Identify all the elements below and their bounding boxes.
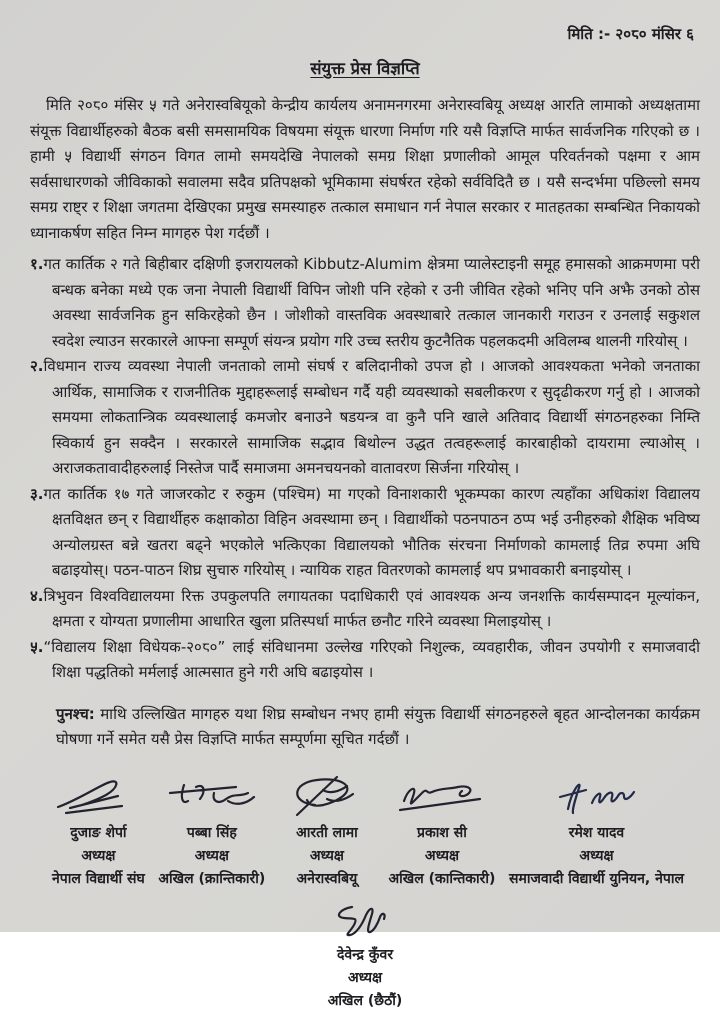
page-title: संयुक्त प्रेस विज्ञप्ति — [310, 59, 420, 78]
signature-dujang-sherpa — [52, 775, 144, 821]
demand-number: १. — [30, 255, 44, 273]
signatory-name: देवेन्द्र कुँवर — [336, 946, 394, 963]
signatory-org: अखिल (कान्तिकारी) — [388, 870, 496, 887]
demand-text: त्रिभुवन विश्वविद्यालयमा रिक्त उपकुलपति लगायतका पदाधिकारी एवं आवश्यक अन्य जनशक्ति कार्यसम्पादन मूल्यांकन, क्षमता र योग्यता प्रणालीमा आधारित खुला प्रतिस्पर्धा मार्फत छनौट गरिने व्यवस्था मिलाइयोस् । — [43, 586, 700, 630]
signatory-role: अध्यक्ष — [347, 969, 383, 986]
demand-item-2 — [30, 354, 700, 482]
signatory-name: प्रकाश सी — [417, 824, 467, 841]
signature-pabba-singh — [162, 775, 262, 821]
signatory-name: पब्बा सिंह — [186, 824, 237, 841]
intro-paragraph: मिति २०८० मंसिर ५ गते अनेरास्वबियूको केन्द्रीय कार्यलय अनामनगरमा अनेरास्वबियू अध्यक्ष आरति लामाको अध्यक्षतामा संयूक्त विद्यार्थीहरुको बैठक बसी समसामयिक विषयमा संयूक्त धारणा निर्माण गरि यसै विज्ञप्ति मार्फत सार्वजनिक गरिएको छ । हामी ५ विद्यार्थी संगठन विगत लामो समयदेखि नेपालको समग्र शिक्षा प्रणालीको आमूल परिवर्तनको पक्षमा र आम सर्वसाधारणको जीविकाको सवालमा सदैव प्रतिपक्षको भूमिकामा संघर्षरत रहेको सर्वविदितै छ । यसै सन्दर्भमा पछिल्लो समय समग्र राष्ट्र र शिक्षा जगतमा देखिएका प्रमुख समस्याहरु तत्काल समाधान गर्न नेपाल सरकार र मातहतका सम्बन्धित निकायको ध्यानाकर्षण सहित निम्न मागहरु पेश गर्दछौं । — [30, 96, 700, 242]
demand-item-1 — [30, 252, 700, 354]
postscript-text: माथि उल्लिखित मागहरु यथा शिघ्र सम्बोधन नभए हामी संयुक्त विद्यार्थी संगठनहरुले बृहत आन्दोलनका कार्यक्रम घोषणा गर्ने समेत यसै प्रेस विज्ञप्ति मार्फत सम्पूर्णमा सूचित गर्दछौं । — [56, 704, 700, 748]
signatory-block-5 — [509, 775, 684, 891]
demand-text: “विद्यालय शिक्षा विधेयक-२०८०” लाई संविधानमा उल्लेख गरिएको निशुल्क, व्यवहारीक, जीवन उपयोगी र समाजवादी शिक्षा पद्धतिको मर्मलाई आत्मसात हुने गरी अघि बढाइयोस । — [43, 637, 700, 681]
signatory-name: रमेश यादव — [568, 824, 625, 841]
postscript-paragraph — [30, 702, 700, 753]
demand-number: ४. — [30, 586, 44, 605]
signature-prakash-c — [394, 777, 490, 821]
signatory-block-2 — [158, 775, 265, 891]
signature-row — [30, 773, 700, 891]
signatory-org: अखिल (छैठौं) — [327, 992, 403, 1009]
secondary-signatory-block — [30, 901, 700, 1013]
signatory-role: अध्यक्ष — [579, 847, 614, 864]
demand-text: गत कार्तिक २ गते बिहीबार दक्षिणी इजरायलको Kibbutz-Alumim क्षेत्रमा प्यालेस्टाइनी समूह हमासको आक्रमणमा परी बन्धक बनेका मध्ये एक जना नेपाली विद्यार्थी विपिन जोशी पनि रहेको र उनी जीवित रहेको भनिए पनि अझै उनको ठोस अवस्था सार्वजनिक हुन सकिरहेको छैन । जोशीको वास्तविक अवस्थाबारे तत्काल जानकारी गराउन र उनलाई सकुशल स्वदेश ल्याउन सरकारले आफ्ना सम्पूर्ण संयन्त्र प्रयोग गरि उच्च स्तरीय कुटनैतिक पहलकदमी अविलम्ब थालनी गरियोस् । — [43, 255, 700, 350]
signatory-org: अनेरास्वबियू — [296, 870, 358, 887]
demand-item-5 — [30, 635, 700, 686]
date-line: मिति :- २०८० मंसिर ६ — [567, 25, 694, 43]
signatory-org: समाजवादी विद्यार्थी युनियन, नेपाल — [509, 870, 684, 887]
demand-item-4 — [30, 584, 700, 635]
signatory-role: अध्यक्ष — [194, 847, 229, 864]
signatory-name: दुजाङ शेर्पा — [70, 824, 127, 841]
demand-number: ३. — [30, 484, 44, 503]
demand-number: २. — [30, 357, 44, 375]
demand-item-3 — [30, 482, 700, 584]
demand-number: ५. — [30, 637, 44, 656]
signatory-block-1 — [52, 775, 145, 891]
postscript-label: पुनश्च: — [56, 704, 95, 723]
demand-list — [30, 252, 700, 686]
signatory-role: अध्यक्ष — [81, 847, 116, 864]
signatory-role: अध्यक्ष — [309, 847, 344, 864]
signatory-block-4 — [388, 777, 495, 891]
signatory-org: नेपाल विद्यार्थी संघ — [52, 870, 145, 887]
demand-text: विधमान राज्य व्यवस्था नेपाली जनताको लामो संघर्ष र बलिदानीको उपज हो । आजको आवश्यकता भनेको जनताका आर्थिक, सामाजिक र राजनीतिक मुद्दाहरूलाई सम्बोधन गर्दै यही व्यवस्थाको सबलीकरण र सुदृढीकरण गर्नु हो । आजको समयमा लोकतान्त्रिक व्यवस्थालाई कमजोर बनाउने षडयन्त्र वा कुनै पनि खाले अतिवाद विद्यार्थी संगठनहरुका निम्ति स्विकार्य हुन सक्दैन । सरकारले सामाजिक सद्भाव बिथोल्न उद्धत तत्वहरूलाई कारबाहीको दायरामा ल्याओस् । अराजकतावादीहरुलाई निस्तेज पार्दै समाजमा अमनचयनको वातावरण सिर्जना गरियोस् । — [43, 357, 700, 477]
signatory-name: आरती लामा — [296, 824, 358, 841]
signatory-block-3 — [279, 773, 375, 891]
signature-devendra-kunwar — [320, 901, 410, 943]
signatory-org: अखिल (क्रान्तिकारी) — [158, 870, 266, 887]
signatory-role: अध्यक्ष — [424, 847, 460, 864]
signature-aarti-lama — [279, 773, 375, 821]
signature-ramesh-yadav — [546, 775, 646, 821]
demand-text: गत कार्तिक १७ गते जाजरकोट र रुकुम (पश्चिम) मा गएको विनाशकारी भूकम्पका कारण त्यहाँका अधिकांश विद्यालय क्षतविक्षत छन् र विद्यार्थीहरु कक्षाकोठा विहिन अवस्थामा छन् । विद्यार्थीको पठनपाठन ठप्प भई उनीहरुको शैक्षिक भविष्य अन्योलग्रस्त बन्ने खतरा बढ्ने भएकोले भत्किएका विद्यालयको भौतिक संरचना निर्माणको कामलाई तिव्र रुपमा अघि बढाइयोस्। पठन-पाठन शिघ्र सुचारु गरियोस् । न्यायिक राहत वितरणको कामलाई थप प्रभावकारी बनाइयोस् । — [43, 484, 700, 579]
